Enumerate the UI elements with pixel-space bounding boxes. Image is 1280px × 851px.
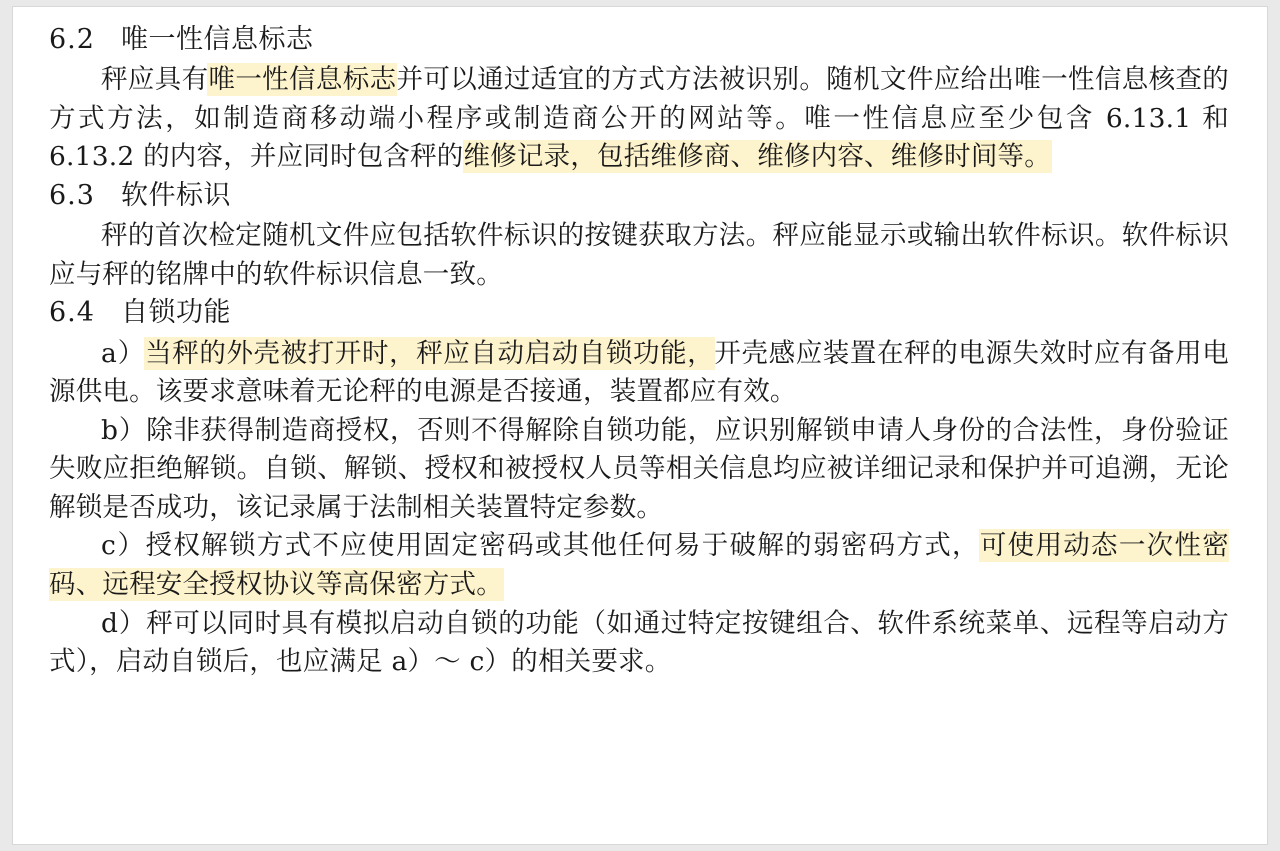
highlighted-text-run: 维修记录，包括维修商、维修内容、维修时间等。: [463, 141, 1051, 173]
text-run: 开壳感应装置在秤的电源失效时应有备用电源供电。该要求意味着无论秤的电源是否接通，装置都应有效。: [49, 337, 1229, 408]
paragraph-6-3-1: [49, 217, 1229, 294]
section-number: 6.3: [49, 179, 95, 211]
text-run: 并可以通过适宜的方式方法被识别。随机文件应给出唯一性信息核查的方式方法，如制造商移动端小程序或制造商公开的网站等。唯一性信息应至少包含 6.13.1 和 6.13.2 的内容，并应同时包含秤的: [49, 64, 1229, 173]
list-label: a）: [101, 337, 146, 369]
section-number: 6.4: [49, 297, 95, 329]
text-run: 授权解锁方式不应使用固定密码或其他任何易于破解的弱密码方式，: [145, 530, 980, 562]
highlighted-text-run: 当秤的外壳被打开时，秤应自动启动自锁功能，: [145, 337, 715, 369]
section-heading-6-2: [49, 21, 1229, 59]
section-heading-6-4: [49, 294, 1229, 332]
paragraph-6-4-d: [49, 605, 1229, 682]
document-page: [12, 6, 1268, 845]
paragraph-6-4-c: [49, 527, 1229, 604]
section-title: 唯一性信息标志: [120, 24, 314, 55]
paragraph-6-4-b: [49, 412, 1229, 528]
text-run: 秤可以同时具有模拟启动自锁的功能（如通过特定按键组合、软件系统菜单、远程等启动方式），启动自锁后，也应满足 a）～ c）的相关要求。: [49, 607, 1230, 678]
text-run: 秤应具有: [101, 64, 209, 96]
highlighted-text-run: 唯一性信息标志: [208, 64, 397, 96]
section-heading-6-3: [49, 177, 1229, 215]
paragraph-6-4-a: [49, 335, 1229, 412]
section-title: 自锁功能: [120, 297, 231, 329]
list-label: c）: [101, 530, 146, 562]
list-label: d）: [101, 607, 147, 639]
list-label: b）: [101, 414, 147, 446]
document-content: [13, 7, 1267, 682]
section-title: 软件标识: [120, 179, 231, 211]
paragraph-6-2-1: [49, 61, 1229, 177]
text-run: 秤的首次检定随机文件应包括软件标识的按键获取方法。秤应能显示或输出软件标识。软件标识应与秤的铭牌中的软件标识信息一致。: [49, 220, 1229, 290]
text-run: 除非获得制造商授权，否则不得解除自锁功能，应识别解锁申请人身份的合法性，身份验证失败应拒绝解锁。自锁、解锁、授权和被授权人员等相关信息均应被详细记录和保护并可追溯，无论解锁是否成功，该记录属于法制相关装置特定参数。: [49, 414, 1230, 523]
highlighted-text-run: 可使用动态一次性密码、远程安全授权协议等高保密方式。: [49, 530, 1229, 600]
section-number: 6.2: [49, 24, 95, 55]
